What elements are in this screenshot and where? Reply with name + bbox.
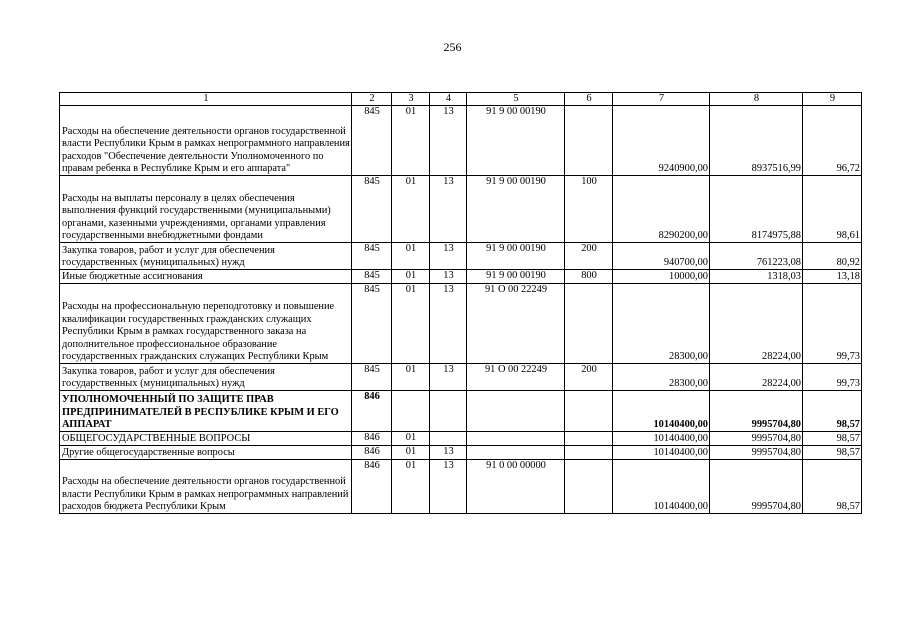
row-name-cell: Другие общегосударственные вопросы bbox=[60, 446, 352, 460]
row-name-cell: УПОЛНОМОЧЕННЫЙ ПО ЗАЩИТЕ ПРАВ ПРЕДПРИНИМАТЕЛЕЙ В РЕСПУБЛИКЕ КРЫМ И ЕГО АППАРАТ bbox=[60, 391, 352, 432]
column-header: 1 bbox=[60, 93, 352, 106]
actual-amount-cell: 9995704,80 bbox=[710, 446, 803, 460]
expense-type-cell: 200 bbox=[565, 364, 613, 391]
admin-code-cell: 846 bbox=[352, 460, 392, 514]
plan-amount-cell: 8290200,00 bbox=[613, 176, 710, 243]
actual-amount-cell: 9995704,80 bbox=[710, 391, 803, 432]
target-item-cell: 91 9 00 00190 bbox=[467, 243, 565, 270]
table-row bbox=[60, 270, 862, 284]
table-row bbox=[60, 284, 862, 364]
column-header: 7 bbox=[613, 93, 710, 106]
target-item-cell bbox=[467, 391, 565, 432]
expense-type-cell: 100 bbox=[565, 176, 613, 243]
percent-cell: 98,57 bbox=[803, 432, 862, 446]
admin-code-cell: 846 bbox=[352, 446, 392, 460]
expense-type-cell bbox=[565, 106, 613, 176]
percent-cell: 13,18 bbox=[803, 270, 862, 284]
section-cell: 01 bbox=[392, 270, 430, 284]
target-item-cell: 91 9 00 00190 bbox=[467, 106, 565, 176]
admin-code-cell: 845 bbox=[352, 176, 392, 243]
actual-amount-cell: 761223,08 bbox=[710, 243, 803, 270]
row-name-cell: Закупка товаров, работ и услуг для обеспечения государственных (муниципальных) нужд bbox=[60, 243, 352, 270]
row-name-cell: ОБЩЕГОСУДАРСТВЕННЫЕ ВОПРОСЫ bbox=[60, 432, 352, 446]
percent-cell: 80,92 bbox=[803, 243, 862, 270]
table-row bbox=[60, 446, 862, 460]
row-name-cell: Закупка товаров, работ и услуг для обеспечения государственных (муниципальных) нужд bbox=[60, 364, 352, 391]
page-number: 256 bbox=[443, 40, 462, 54]
admin-code-cell: 845 bbox=[352, 270, 392, 284]
column-header: 3 bbox=[392, 93, 430, 106]
admin-code-cell: 846 bbox=[352, 432, 392, 446]
plan-amount-cell: 10140400,00 bbox=[613, 391, 710, 432]
row-name-cell: Расходы на обеспечение деятельности органов государственной власти Республики Крым в рамках непрограммного направления расходов "Обеспечение деятельности Уполномоченного по правам ребенка в Республике Крым и его аппарата" bbox=[60, 106, 352, 176]
admin-code-cell: 845 bbox=[352, 243, 392, 270]
column-header: 5 bbox=[467, 93, 565, 106]
percent-cell: 99,73 bbox=[803, 364, 862, 391]
actual-amount-cell: 28224,00 bbox=[710, 364, 803, 391]
plan-amount-cell: 10140400,00 bbox=[613, 460, 710, 514]
subsection-cell: 13 bbox=[430, 176, 467, 243]
subsection-cell bbox=[430, 391, 467, 432]
target-item-cell: 91 9 00 00190 bbox=[467, 270, 565, 284]
percent-cell: 96,72 bbox=[803, 106, 862, 176]
subsection-cell: 13 bbox=[430, 270, 467, 284]
plan-amount-cell: 10000,00 bbox=[613, 270, 710, 284]
expense-type-cell bbox=[565, 284, 613, 364]
expense-type-cell bbox=[565, 446, 613, 460]
plan-amount-cell: 28300,00 bbox=[613, 284, 710, 364]
column-header: 8 bbox=[710, 93, 803, 106]
section-cell: 01 bbox=[392, 106, 430, 176]
actual-amount-cell: 8937516,99 bbox=[710, 106, 803, 176]
column-header: 2 bbox=[352, 93, 392, 106]
target-item-cell: 91 0 00 00000 bbox=[467, 460, 565, 514]
percent-cell: 98,57 bbox=[803, 446, 862, 460]
percent-cell: 98,57 bbox=[803, 391, 862, 432]
row-name-cell: Расходы на выплаты персоналу в целях обеспечения выполнения функций государственными (муниципальными) органами, казенными учреждениями, органами управления государственными внебюджетными фондами bbox=[60, 176, 352, 243]
plan-amount-cell: 9240900,00 bbox=[613, 106, 710, 176]
percent-cell: 99,73 bbox=[803, 284, 862, 364]
admin-code-cell: 845 bbox=[352, 364, 392, 391]
plan-amount-cell: 10140400,00 bbox=[613, 432, 710, 446]
section-cell: 01 bbox=[392, 176, 430, 243]
actual-amount-cell: 9995704,80 bbox=[710, 460, 803, 514]
expense-type-cell bbox=[565, 460, 613, 514]
table-row bbox=[60, 243, 862, 270]
column-header: 9 bbox=[803, 93, 862, 106]
actual-amount-cell: 9995704,80 bbox=[710, 432, 803, 446]
section-cell: 01 bbox=[392, 284, 430, 364]
section-cell: 01 bbox=[392, 460, 430, 514]
table-row bbox=[60, 106, 862, 176]
actual-amount-cell: 28224,00 bbox=[710, 284, 803, 364]
admin-code-cell: 846 bbox=[352, 391, 392, 432]
subsection-cell: 13 bbox=[430, 243, 467, 270]
table-header-row bbox=[60, 93, 862, 106]
row-name-cell: Расходы на обеспечение деятельности органов государственной власти Республики Крым в рамках непрограммных направлений расходов бюджета Республики Крым bbox=[60, 460, 352, 514]
expense-type-cell bbox=[565, 391, 613, 432]
section-cell: 01 bbox=[392, 243, 430, 270]
section-cell: 01 bbox=[392, 364, 430, 391]
table-row bbox=[60, 176, 862, 243]
section-cell: 01 bbox=[392, 432, 430, 446]
column-header: 4 bbox=[430, 93, 467, 106]
row-name-cell: Иные бюджетные ассигнования bbox=[60, 270, 352, 284]
subsection-cell: 13 bbox=[430, 106, 467, 176]
column-header: 6 bbox=[565, 93, 613, 106]
admin-code-cell: 845 bbox=[352, 106, 392, 176]
actual-amount-cell: 1318,03 bbox=[710, 270, 803, 284]
table-row bbox=[60, 364, 862, 391]
subsection-cell: 13 bbox=[430, 364, 467, 391]
table-body bbox=[60, 93, 862, 514]
table-row bbox=[60, 432, 862, 446]
percent-cell: 98,57 bbox=[803, 460, 862, 514]
expense-type-cell bbox=[565, 432, 613, 446]
target-item-cell: 91 О 00 22249 bbox=[467, 364, 565, 391]
section-cell: 01 bbox=[392, 446, 430, 460]
subsection-cell bbox=[430, 432, 467, 446]
expense-type-cell: 200 bbox=[565, 243, 613, 270]
target-item-cell bbox=[467, 432, 565, 446]
table-row bbox=[60, 391, 862, 432]
budget-table bbox=[59, 92, 862, 514]
expense-type-cell: 800 bbox=[565, 270, 613, 284]
subsection-cell: 13 bbox=[430, 446, 467, 460]
plan-amount-cell: 940700,00 bbox=[613, 243, 710, 270]
table-row bbox=[60, 460, 862, 514]
admin-code-cell: 845 bbox=[352, 284, 392, 364]
subsection-cell: 13 bbox=[430, 460, 467, 514]
plan-amount-cell: 28300,00 bbox=[613, 364, 710, 391]
section-cell bbox=[392, 391, 430, 432]
actual-amount-cell: 8174975,88 bbox=[710, 176, 803, 243]
target-item-cell: 91 9 00 00190 bbox=[467, 176, 565, 243]
percent-cell: 98,61 bbox=[803, 176, 862, 243]
subsection-cell: 13 bbox=[430, 284, 467, 364]
target-item-cell: 91 О 00 22249 bbox=[467, 284, 565, 364]
target-item-cell bbox=[467, 446, 565, 460]
row-name-cell: Расходы на профессиональную переподготовку и повышение квалификации государственных гражданских служащих Республики Крым в рамках государственного заказа на дополнительное профессиональное образование государственных гражданских служащих Республики Крым bbox=[60, 284, 352, 364]
plan-amount-cell: 10140400,00 bbox=[613, 446, 710, 460]
